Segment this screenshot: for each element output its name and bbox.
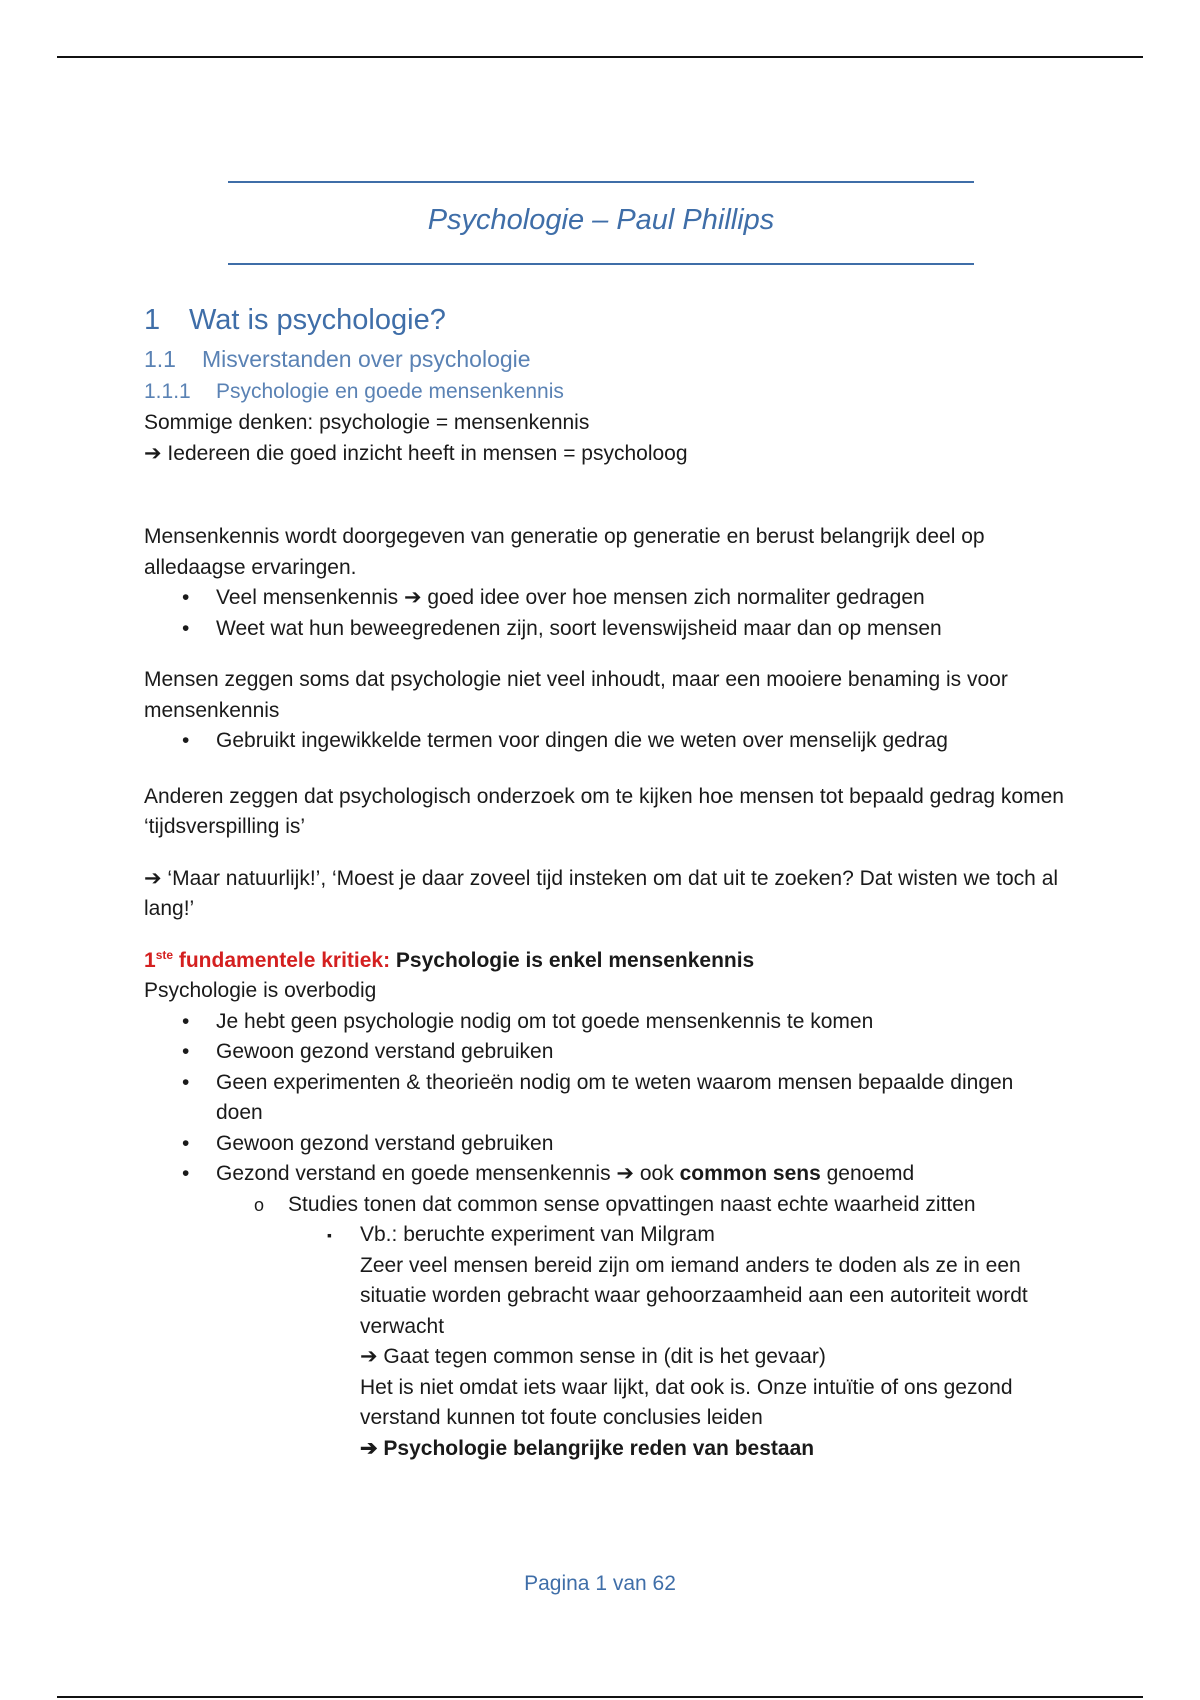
page-bottom-rule xyxy=(57,1696,1143,1698)
intro-line: ➔ Iedereen die goed inzicht heeft in mensen = psycholoog xyxy=(144,441,688,465)
list-item: • Gewoon gezond verstand gebruiken xyxy=(144,1037,1064,1068)
list-item: • Geen experimenten & theorieën nodig om te weten waarom mensen bepaalde dingen doen xyxy=(144,1068,1064,1129)
list-item-continuation: ➔ Gaat tegen common sense in (dit is het gevaar) xyxy=(360,1345,826,1368)
document-title: Psychologie – Paul Phillips xyxy=(427,204,775,236)
list-item: • Weet wat hun beweegredenen zijn, soort levenswijsheid maar dan op mensen xyxy=(144,614,1064,645)
bullet-list xyxy=(144,1007,1064,1465)
bullet-circle-icon: o xyxy=(254,1194,265,1215)
critique-heading xyxy=(144,946,1064,977)
bullet-disc-icon: • xyxy=(182,1040,190,1063)
page-content xyxy=(144,298,1064,1464)
list-item: • Veel mensenkennis ➔ goed idee over hoe mensen zich normaliter gedragen xyxy=(144,583,1064,614)
critique-label: fundamentele kritiek: xyxy=(173,948,391,972)
heading-2-number: 1.1 xyxy=(144,346,176,372)
paragraph: Mensen zeggen soms dat psychologie niet veel inhoudt, maar een mooiere benaming is voor mensenkennis xyxy=(144,668,1008,722)
heading-1 xyxy=(144,298,1064,342)
bullet-list xyxy=(144,583,1064,644)
list-item: • Je hebt geen psychologie nodig om tot goede mensenkennis te komen xyxy=(144,1007,1064,1038)
bullet-disc-icon: • xyxy=(182,1162,190,1185)
critique-text: Psychologie is enkel mensenkennis xyxy=(390,948,755,972)
bullet-disc-icon: • xyxy=(182,729,190,752)
heading-1-number: 1 xyxy=(144,304,161,336)
list-item: • Gewoon gezond verstand gebruiken xyxy=(144,1129,1064,1160)
page-top-rule xyxy=(57,56,1143,58)
critique-subtitle: Psychologie is overbodig xyxy=(144,979,377,1002)
bullet-disc-icon: • xyxy=(182,616,190,640)
list-item: • Gebruikt ingewikkelde termen voor dingen die we weten over menselijk gedrag xyxy=(144,726,1064,757)
list-item-continuation: ➔ Psychologie belangrijke reden van bestaan xyxy=(360,1436,815,1460)
list-item: o Studies tonen dat common sense opvattingen naast echte waarheid zitten xyxy=(144,1190,1064,1221)
list-item-continuation: Zeer veel mensen bereid zijn om iemand anders te doden als ze in een situatie worden gebracht waar gehoorzaamheid aan een autoriteit wordt verwacht xyxy=(360,1253,1028,1338)
paragraph: Mensenkennis wordt doorgegeven van generatie op generatie en berust belangrijk deel op alledaagse ervaringen. xyxy=(144,525,985,579)
critique-superscript: ste xyxy=(155,947,174,962)
list-item: • Gezond verstand en goede mensenkennis ➔ ook common sens genoemd xyxy=(144,1159,1064,1190)
common-sense-term: common sens xyxy=(679,1162,821,1185)
paragraph: ➔ ‘Maar natuurlijk!’, ‘Moest je daar zoveel tijd insteken om dat uit te zoeken? Dat wisten we toch al lang!’ xyxy=(144,866,1059,920)
page-footer: Pagina 1 van 62 xyxy=(524,1572,676,1595)
heading-3-text: Psychologie en goede mensenkennis xyxy=(216,380,564,403)
intro-line: Sommige denken: psychologie = mensenkennis xyxy=(144,411,590,434)
critique-number: 1 xyxy=(144,948,156,972)
heading-2-text: Misverstanden over psychologie xyxy=(202,346,531,372)
list-item: ▪ Vb.: beruchte experiment van Milgram xyxy=(144,1220,1064,1251)
bullet-disc-icon: • xyxy=(182,1009,190,1033)
list-item-continuation: Het is niet omdat iets waar lijkt, dat ook is. Onze intuïtie of ons gezond verstand kunnen tot foute conclusies leiden xyxy=(360,1375,1013,1429)
heading-3-number: 1.1.1 xyxy=(144,380,191,403)
bullet-disc-icon: • xyxy=(182,1131,190,1155)
bullet-disc-icon: • xyxy=(182,1070,190,1094)
bullet-disc-icon: • xyxy=(182,586,190,609)
heading-1-text: Wat is psychologie? xyxy=(189,304,446,336)
bullet-square-icon: ▪ xyxy=(327,1227,332,1243)
heading-2 xyxy=(144,342,1064,376)
title-block xyxy=(228,181,974,265)
paragraph: Anderen zeggen dat psychologisch onderzoek om te kijken hoe mensen tot bepaald gedrag komen ‘tijdsverspilling is’ xyxy=(144,784,1064,838)
bullet-list xyxy=(144,726,1064,757)
heading-3 xyxy=(144,376,1064,408)
